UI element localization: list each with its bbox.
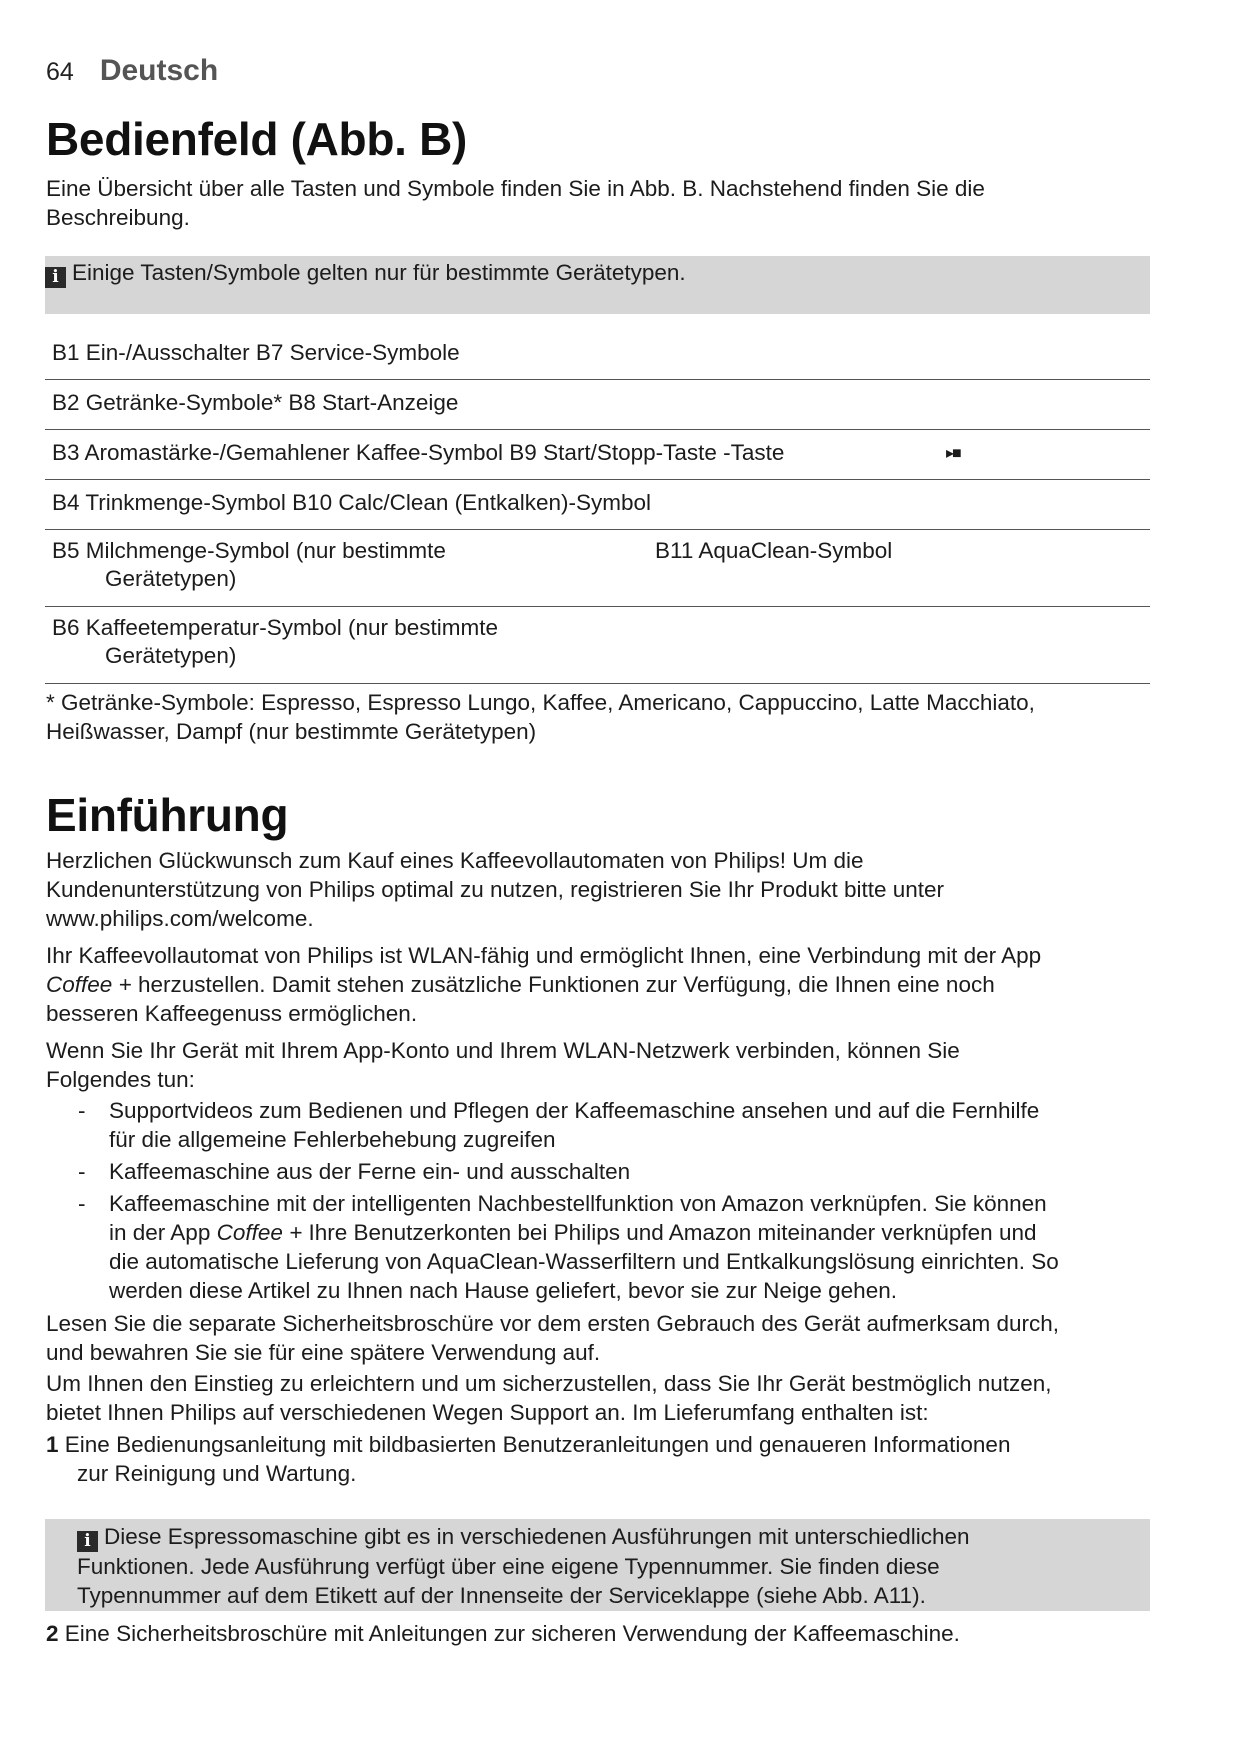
feature-list	[46, 1096, 1156, 1308]
control-panel-intro: Eine Übersicht über alle Tasten und Symbole finden Sie in Abb. B. Nachstehend finden Sie die Beschreibung.	[46, 176, 985, 230]
info-note-model-number: i Diese Espressomaschine gibt es in verschiedenen Ausführungen mit unterschiedlichen Funktionen. Jede Ausführung verfügt über eine eigene Typennummer. Sie finden diese Typennummer auf dem Etikett auf der Innenseite der Serviceklappe (siehe Abb. A11).	[45, 1519, 1150, 1611]
info-icon: i	[45, 267, 66, 288]
table-row: B2 Getränke-Symbole* B8 Start-Anzeige	[45, 380, 1150, 430]
intro-paragraph-2: Ihr Kaffeevollautomat von Philips ist WLAN-fähig und ermöglicht Ihnen, eine Verbindung mit der App Coffee + herzustellen. Damit stehen zusätzliche Funktionen zur Verfügung, die Ihnen eine noch besseren Kaffeegenuss ermöglichen.	[46, 943, 1042, 1026]
beverage-symbols-footnote: * Getränke-Symbole: Espresso, Espresso Lungo, Kaffee, Americano, Cappuccino, Latte Macchiato, Heißwasser, Dampf (nur bestimmte Gerätetypen)	[46, 690, 1035, 744]
control-panel-heading: Bedienfeld (Abb. B)	[46, 113, 468, 165]
page-number: 64	[46, 58, 74, 86]
list-item: - Kaffeemaschine mit der intelligenten Nachbestellfunktion von Amazon verknüpfen. Sie können in der App Coffee + Ihre Benutzerkonten bei Philips und Amazon miteinander verknüpfen und die automatische Lieferung von AquaClean-Wasserfiltern und Entkalkungslösung einrichten. So werden diese Artikel zu Ihnen nach Hause geliefert, bevor sie zur Neige gehen.	[78, 1191, 1059, 1303]
list-item: - Kaffeemaschine aus der Ferne ein- und ausschalten	[78, 1159, 631, 1184]
list-item: 2 Eine Sicherheitsbroschüre mit Anleitungen zur sicheren Verwendung der Kaffeemaschine.	[46, 1621, 960, 1646]
table-row: B5 Milchmenge-Symbol (nur bestimmte Gerätetypen) B11 AquaClean-Symbol	[45, 530, 1150, 607]
safety-reading-paragraph: Lesen Sie die separate Sicherheitsbroschüre vor dem ersten Gebrauch des Gerät aufmerksam durch, und bewahren Sie sie für eine spätere Verwendung auf.	[46, 1311, 1060, 1365]
intro-paragraph-3: Wenn Sie Ihr Gerät mit Ihrem App-Konto und Ihrem WLAN-Netzwerk verbinden, können Sie Folgendes tun:	[46, 1038, 960, 1092]
table-row: B1 Ein-/Ausschalter B7 Service-Symbole	[45, 330, 1150, 380]
symbol-table	[45, 330, 1150, 684]
table-row: B6 Kaffeetemperatur-Symbol (nur bestimmte Gerätetypen)	[45, 607, 1150, 684]
introduction-heading: Einführung	[46, 789, 289, 841]
page-header	[46, 54, 218, 88]
table-row: B3 Aromastärke-/Gemahlener Kaffee-Symbol B9 Start/Stopp-Taste -Taste ▸■	[45, 430, 1150, 480]
support-paragraph: Um Ihnen den Einstieg zu erleichtern und um sicherzustellen, dass Sie Ihr Gerät bestmöglich nutzen, bietet Ihnen Philips auf verschiedenen Wegen Support an. Im Lieferumfang enthalten ist:	[46, 1371, 1052, 1425]
list-item: - Supportvideos zum Bedienen und Pflegen der Kaffeemaschine ansehen und auf die Fernhilfe für die allgemeine Fehlerbehebung zugreifen	[78, 1098, 1040, 1152]
info-note-button-types: i Einige Tasten/Symbole gelten nur für bestimmte Gerätetypen.	[45, 256, 1150, 314]
info-icon: i	[77, 1531, 98, 1552]
play-stop-icon: ▸■	[946, 445, 960, 462]
table-row: B4 Trinkmenge-Symbol B10 Calc/Clean (Entkalken)-Symbol	[45, 480, 1150, 530]
section-language-label: Deutsch	[99, 54, 219, 87]
intro-paragraph-1: Herzlichen Glückwunsch zum Kauf eines Kaffeevollautomaten von Philips! Um die Kundenunterstützung von Philips optimal zu nutzen, registrieren Sie Ihr Produkt bitte unter www.philips.com/welcome.	[46, 848, 945, 931]
list-item: 1 Eine Bedienungsanleitung mit bildbasierten Benutzeranleitungen und genaueren Informationen zur Reinigung und Wartung.	[46, 1432, 1011, 1486]
